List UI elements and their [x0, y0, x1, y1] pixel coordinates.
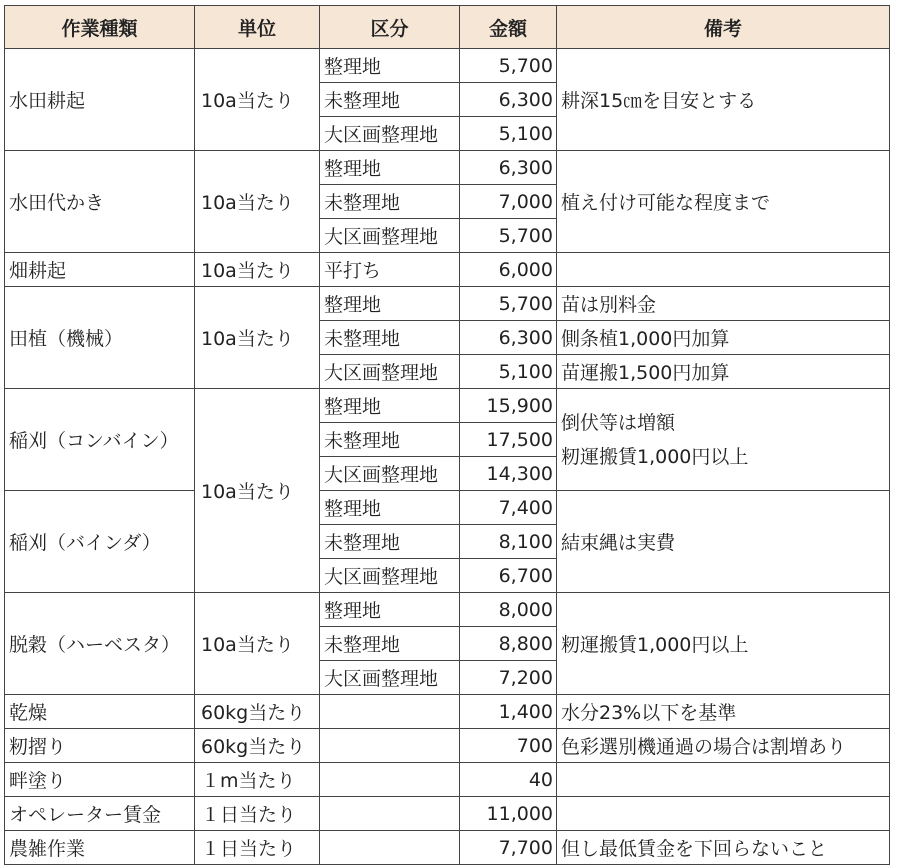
category-cell: 未整理地 — [320, 525, 460, 559]
price-cell: 5,100 — [460, 117, 557, 151]
category-cell: 平打ち — [320, 253, 460, 287]
work-type-cell: 水田代かき — [5, 151, 195, 253]
category-cell — [320, 763, 460, 797]
price-cell: 11,000 — [460, 797, 557, 831]
category-cell — [320, 695, 460, 729]
note-cell: 側条植1,000円加算 — [557, 321, 890, 355]
category-cell: 未整理地 — [320, 321, 460, 355]
category-cell: 未整理地 — [320, 423, 460, 457]
note-cell: 植え付け可能な程度まで — [557, 151, 890, 253]
price-cell: 700 — [460, 729, 557, 763]
table-row — [5, 831, 890, 865]
table-row — [5, 49, 890, 83]
price-cell: 8,800 — [460, 627, 557, 661]
work-type-cell: 稲刈（バインダ） — [5, 491, 195, 593]
price-cell: 17,500 — [460, 423, 557, 457]
category-cell: 整理地 — [320, 287, 460, 321]
table-row — [5, 491, 890, 525]
header-unit: 単位 — [195, 6, 320, 49]
category-cell — [320, 797, 460, 831]
work-type-cell: 水田耕起 — [5, 49, 195, 151]
header-note: 備考 — [557, 6, 890, 49]
price-cell: 6,300 — [460, 321, 557, 355]
category-cell — [320, 831, 460, 865]
price-cell: 5,700 — [460, 49, 557, 83]
price-cell: 15,900 — [460, 389, 557, 423]
unit-cell: １m当たり — [195, 763, 320, 797]
price-cell: 6,700 — [460, 559, 557, 593]
category-cell: 整理地 — [320, 491, 460, 525]
header-price: 金額 — [460, 6, 557, 49]
price-cell: 1,400 — [460, 695, 557, 729]
header-row — [5, 6, 890, 49]
price-cell: 7,200 — [460, 661, 557, 695]
table-row — [5, 729, 890, 763]
unit-cell: 10a当たり — [195, 253, 320, 287]
price-cell: 5,100 — [460, 355, 557, 389]
work-type-cell: 農雑作業 — [5, 831, 195, 865]
category-cell: 大区画整理地 — [320, 355, 460, 389]
unit-cell: 60kg当たり — [195, 695, 320, 729]
note-line: 籾運搬賃1,000円以上 — [561, 445, 749, 468]
note-cell: 苗は別料金 — [557, 287, 890, 321]
category-cell — [320, 729, 460, 763]
unit-cell: 10a当たり — [195, 389, 320, 593]
note-cell: 但し最低賃金を下回らないこと — [557, 831, 890, 865]
price-cell: 6,300 — [460, 83, 557, 117]
work-type-cell: 乾燥 — [5, 695, 195, 729]
header-work-type: 作業種類 — [5, 6, 195, 49]
table-row — [5, 151, 890, 185]
work-type-cell: 籾摺り — [5, 729, 195, 763]
work-type-cell: 稲刈（コンバイン） — [5, 389, 195, 491]
table-row — [5, 797, 890, 831]
price-table — [4, 5, 890, 865]
table-row — [5, 695, 890, 729]
note-cell: 籾運搬賃1,000円以上 — [557, 593, 890, 695]
price-cell: 5,700 — [460, 219, 557, 253]
table-row — [5, 389, 890, 423]
work-type-cell: 田植（機械） — [5, 287, 195, 389]
price-cell: 14,300 — [460, 457, 557, 491]
header-category: 区分 — [320, 6, 460, 49]
price-cell: 6,000 — [460, 253, 557, 287]
work-type-cell: 畑耕起 — [5, 253, 195, 287]
note-cell: 水分23%以下を基準 — [557, 695, 890, 729]
category-cell: 大区画整理地 — [320, 457, 460, 491]
price-cell: 6,300 — [460, 151, 557, 185]
category-cell: 整理地 — [320, 49, 460, 83]
note-cell: 苗運搬1,500円加算 — [557, 355, 890, 389]
price-cell: 8,100 — [460, 525, 557, 559]
note-cell — [557, 389, 890, 491]
price-cell: 7,700 — [460, 831, 557, 865]
category-cell: 整理地 — [320, 389, 460, 423]
price-cell: 40 — [460, 763, 557, 797]
category-cell: 大区画整理地 — [320, 117, 460, 151]
price-cell: 7,000 — [460, 185, 557, 219]
work-type-cell: オペレーター賃金 — [5, 797, 195, 831]
work-type-cell: 脱穀（ハーベスタ） — [5, 593, 195, 695]
price-cell: 7,400 — [460, 491, 557, 525]
unit-cell: 10a当たり — [195, 49, 320, 151]
note-cell: 結束縄は実費 — [557, 491, 890, 593]
unit-cell: １日当たり — [195, 797, 320, 831]
category-cell: 未整理地 — [320, 627, 460, 661]
table-row — [5, 253, 890, 287]
unit-cell: 10a当たり — [195, 287, 320, 389]
category-cell: 大区画整理地 — [320, 661, 460, 695]
category-cell: 整理地 — [320, 151, 460, 185]
price-cell: 5,700 — [460, 287, 557, 321]
note-cell: 耕深15㎝を目安とする — [557, 49, 890, 151]
category-cell: 整理地 — [320, 593, 460, 627]
table-row — [5, 593, 890, 627]
table-row — [5, 287, 890, 321]
category-cell: 未整理地 — [320, 185, 460, 219]
price-cell: 8,000 — [460, 593, 557, 627]
category-cell: 未整理地 — [320, 83, 460, 117]
unit-cell: 10a当たり — [195, 593, 320, 695]
table-row — [5, 763, 890, 797]
category-cell: 大区画整理地 — [320, 559, 460, 593]
unit-cell: １日当たり — [195, 831, 320, 865]
note-cell — [557, 253, 890, 287]
note-cell — [557, 763, 890, 797]
note-cell: 色彩選別機通過の場合は割増あり — [557, 729, 890, 763]
category-cell: 大区画整理地 — [320, 219, 460, 253]
note-cell — [557, 797, 890, 831]
unit-cell: 60kg当たり — [195, 729, 320, 763]
note-line: 倒伏等は増額 — [561, 411, 676, 434]
work-type-cell: 畔塗り — [5, 763, 195, 797]
unit-cell: 10a当たり — [195, 151, 320, 253]
